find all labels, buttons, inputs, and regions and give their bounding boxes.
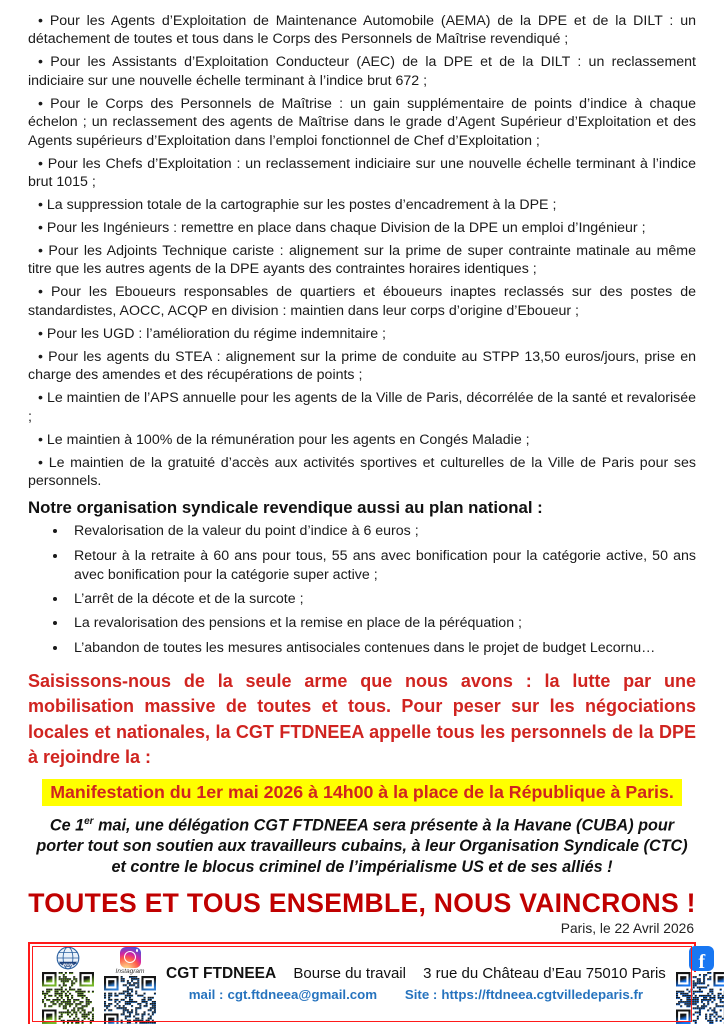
cuba-note-ordinal: er [84,815,94,827]
slogan: TOUTES ET TOUS ENSEMBLE, NOUS VAINCRONS ! [28,888,696,919]
dateline: Paris, le 22 Avril 2026 [560,921,694,937]
demand-item: • Pour le Corps des Personnels de Maîtrise : un gain supplémentaire de points d’indice à chaque échelon ; un reclassement des agents de Maîtrise dans le grade d’Agent Supérieur d’Exploitation et des Agents supérieurs d’Exploitation dans l’emploi fonctionnel de Chef d’Exploitation ; [28,95,696,150]
national-demands-list [28,522,696,657]
demand-item: • Pour les agents du STEA : alignement sur la prime de conduite au STPP 13,50 euros/jours, prise en charge des amendes et des récupérations de points ; [28,348,696,385]
street-address: 3 rue du Château d’Eau 75010 Paris [423,964,666,982]
facebook-icon [689,944,714,971]
demand-item: • Pour les Chefs d’Exploitation : un reclassement indiciaire sur une nouvelle échelle terminant à l’indice brut 1015 ; [28,155,696,192]
demand-item: • Pour les Assistants d’Exploitation Conducteur (AEC) de la DPE et de la DILT : un reclassement indiciaire sur une nouvelle échelle terminant à l’indice brut 672 ; [28,53,696,90]
demand-item: • Pour les Agents d’Exploitation de Maintenance Automobile (AEMA) de la DPE et de la DILT : un détachement de toutes et tous dans le Corps des Personnels de Maîtrise revendiqué ; [28,12,696,49]
globe-icon [55,944,81,971]
national-demand-item: • L’arrêt de la décote et de la surcote ; [68,590,696,609]
demand-item: • Le maintien de l’APS annuelle pour les agents de la Ville de Paris, décorrélée de la santé et revalorisée ; [28,389,696,426]
footer-contact-box [28,942,696,1024]
svg-text:www: www [62,962,74,968]
org-name: CGT FTDNEEA [166,964,277,982]
national-demand-item: • L’abandon de toutes les mesures antisociales contenues dans le projet de budget Lecornu… [68,639,696,658]
footer-links-line [166,987,666,1002]
instagram-icon [120,941,141,968]
email-link[interactable]: cgt.ftdneea@gmail.com [227,986,378,1002]
cuba-note [32,815,692,879]
footer-facebook-column [676,944,724,1024]
demand-item: • Pour les Eboueurs responsables de quartiers et éboueurs inaptes reclassés sur des postes de standardistes, AOCC, ACQP en division : maintien dans leur corps d’origine d’Eboueur ; [28,283,696,320]
demand-item: • Pour les UGD : l’amélioration du régime indemnitaire ; [28,325,696,343]
footer-instagram-column [104,941,156,1024]
qr-code-instagram [104,976,156,1024]
call-to-action: Saisissons-nous de la seule arme que nous avons : la lutte par une mobilisation massive de toutes et tous. Pour peser sur les négociations locales et nationales, la CGT FTDNEEA appelle tous les personnels de la DPE à rejoindre la : [28,670,696,768]
national-heading: Notre organisation syndicale revendique aussi au plan national : [28,498,543,518]
qr-code-website [42,972,94,1024]
manifestation-banner [28,779,696,806]
footer-address-line [166,965,666,983]
website-link[interactable]: https://ftdneea.cgtvilledeparis.fr [441,986,644,1002]
mail-label: mail : [188,986,224,1002]
venue: Bourse du travail [293,964,406,982]
manifestation-highlight: Manifestation du 1er mai 2026 à 14h00 à la place de la République à Paris. [42,779,682,806]
cuba-note-text: mai, une délégation CGT FTDNEEA sera présente à la Havane (CUBA) pour porter tout son soutien aux travailleurs cubains, à leur Organisation Syndicale (CTC) et contre le blocus criminel de l’impérialisme US et de ses alliés ! [36,816,688,877]
footer-website-column [42,944,94,1024]
instagram-caption: Instagram [115,967,145,975]
demand-item: • La suppression totale de la cartographie sur les postes d’encadrement à la DPE ; [28,196,696,214]
footer-contact-info [166,965,666,1004]
demand-item: • Le maintien à 100% de la rémunération pour les agents en Congés Maladie ; [28,431,696,449]
demand-item: • Pour les Ingénieurs : remettre en place dans chaque Division de la DPE un emploi d’Ingénieur ; [28,219,696,237]
site-label: Site : [404,986,438,1002]
cuba-note-prefix: Ce 1 [49,816,85,835]
qr-code-facebook [676,972,724,1024]
national-demand-item: • Retour à la retraite à 60 ans pour tous, 55 ans avec bonification pour la catégorie active, 50 ans avec bonification pour la catégorie super active ; [68,547,696,585]
national-demand-item: • La revalorisation des pensions et la remise en place de la péréquation ; [68,614,696,633]
demand-item: • Le maintien de la gratuité d’accès aux activités sportives et culturelles de la Ville de Paris pour ses personnels. [28,454,696,491]
local-demands-section [28,12,696,490]
national-demand-item: • Revalorisation de la valeur du point d’indice à 6 euros ; [68,522,696,541]
demand-item: • Pour les Adjoints Technique cariste : alignement sur la prime de super contrainte matinale au même titre que les autres agents de la DPE ayants des contraintes horaires identiques ; [28,242,696,279]
